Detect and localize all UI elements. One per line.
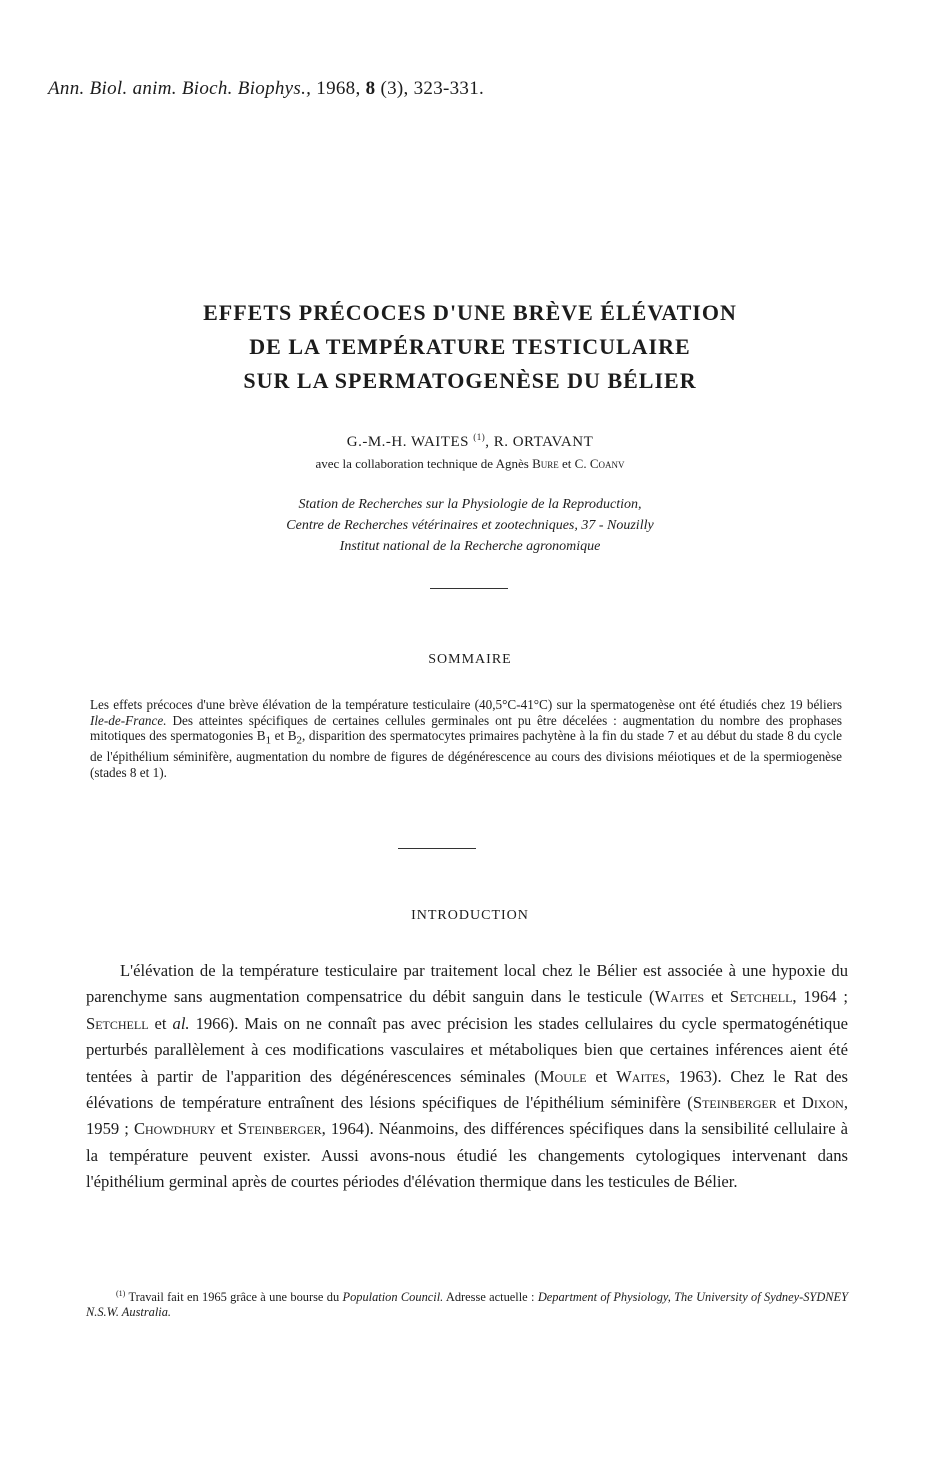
author-ortavant: , R. ORTAVANT [485, 434, 594, 450]
abstract-subscript-1: 1 [265, 734, 272, 747]
collab-prefix: avec la collaboration technique de Agnès [315, 456, 533, 471]
ref-author: Waites [654, 987, 705, 1007]
ref-author: Chowdhury [133, 1119, 216, 1139]
collab-name-bure: Bure [532, 456, 559, 471]
ref-author: Moule [539, 1066, 587, 1086]
abstract-breed: Ile-de-France. [90, 712, 167, 728]
author-waites: G.-M.-H. WAITES [346, 434, 469, 450]
intro-text: , 1963). Chez le Rat des élévations de température entraînent des lésions spécifiques de l'épithélium séminifère ( [86, 1066, 848, 1113]
affiliation-line-3: Institut national de la Recherche agronomique [339, 539, 601, 554]
footnote-address: Department of Physiology, The University of Sydney-SYDNEY N.S.W. Australia. [86, 1290, 848, 1320]
affiliation-line-1: Station de Recherches sur la Physiologie de la Reproduction, [298, 497, 642, 512]
ref-author: Setchell [86, 1013, 149, 1033]
citation-volume: 8 [365, 78, 376, 99]
collab-name-coanv: C. Coanv [574, 456, 625, 471]
ref-author: Steinberger [692, 1093, 777, 1113]
abstract-paragraph [90, 697, 842, 781]
affiliation-line-2: Centre de Recherches vétérinaires et zootechniques, 37 - Nouzilly [286, 518, 654, 533]
title-line-1: EFFETS PRÉCOCES D'UNE BRÈVE ÉLÉVATION [203, 300, 737, 325]
title-line-2: DE LA TEMPÉRATURE TESTICULAIRE [249, 334, 691, 359]
collab-joiner: et [558, 456, 575, 471]
ref-author: Steinberger [237, 1119, 322, 1139]
citation-journal: Ann. Biol. anim. Bioch. Biophys., [48, 78, 312, 99]
title-line-3: SUR LA SPERMATOGENÈSE DU BÉLIER [243, 368, 697, 393]
author-footnote-mark: (1) [473, 432, 486, 442]
introduction-heading: INTRODUCTION [411, 908, 529, 923]
author-line [60, 432, 880, 451]
collaboration-line [60, 456, 880, 472]
footnote-text: Travail fait en 1965 grâce à une bourse du [125, 1290, 343, 1305]
intro-text: , 1959 ; [86, 1093, 848, 1139]
citation-year: 1968, [316, 78, 361, 99]
sommaire-heading: SOMMAIRE [428, 652, 512, 667]
intro-text: et [148, 1013, 173, 1033]
ref-etal: al. [172, 1013, 190, 1033]
abstract-text-3: et B [271, 728, 297, 744]
abstract-text-2: Des atteintes spécifiques de certaines cellules germinales ont pu être décelées : augmentation du nombre des prophases mitotiques des spermatogonies B [90, 712, 842, 744]
footnote-council: Population Council. [342, 1290, 444, 1305]
ref-author: Setchell [729, 987, 793, 1007]
intro-text: 1966). Mais on ne connaît pas avec précision les stades cellulaires du cycle spermatogénétique perturbés parallèlement à ces modifications vasculaires et métaboliques bien que certaines inférences aient été tentées à partir de l'apparition des dégénérescences séminales ( [86, 1013, 848, 1086]
ref-author: Waites [616, 1066, 666, 1086]
introduction-paragraph [86, 958, 848, 1196]
ref-author: Dixon [801, 1093, 844, 1113]
intro-text: et [704, 987, 730, 1007]
abstract-text-1: Les effets précoces d'une brève élévation de la température testiculaire (40,5°C-41°C) sur la spermatogenèse ont été étudiés chez 19 béliers [90, 697, 842, 712]
footnote-text: Adresse actuelle : [443, 1290, 538, 1305]
footnote-mark: (1) [116, 1289, 126, 1298]
intro-text: et [776, 1093, 802, 1113]
intro-text: et [215, 1119, 238, 1139]
citation-issue-pages: (3), 323-331. [380, 78, 485, 99]
divider-rule [430, 588, 508, 589]
affiliation-block [60, 494, 880, 557]
abstract-text-4: , disparition des spermatocytes primaires pachytène à la fin du stade 7 et au début du stade 8 du cycle de l'épithélium séminifère, augmentation du nombre de figures de dégénérescence au cours des divisions méiotiques et de la spermiogenèse (stades 8 et 1). [90, 728, 842, 781]
footnote [86, 1286, 848, 1320]
intro-text: , 1964 ; [792, 987, 848, 1007]
abstract-subscript-2: 2 [296, 734, 303, 747]
journal-citation [48, 78, 484, 100]
article-title [60, 296, 880, 398]
intro-text: , 1964). Néanmoins, des différences spécifiques dans la sensibilité cellulaire à la température peuvent exister. Aussi avons-nous étudié les changements cytologiques intervenant dans l'épithélium germinal après de courtes périodes d'élévation thermique dans les testicules de Bélier. [86, 1119, 848, 1192]
intro-text: L'élévation de la température testiculaire par traitement local chez le Bélier est associée à une hypoxie du parenchyme sans augmentation compensatrice du débit sanguin dans le testicule ( [86, 961, 848, 1007]
divider-rule [398, 848, 476, 849]
intro-text: et [586, 1066, 617, 1086]
